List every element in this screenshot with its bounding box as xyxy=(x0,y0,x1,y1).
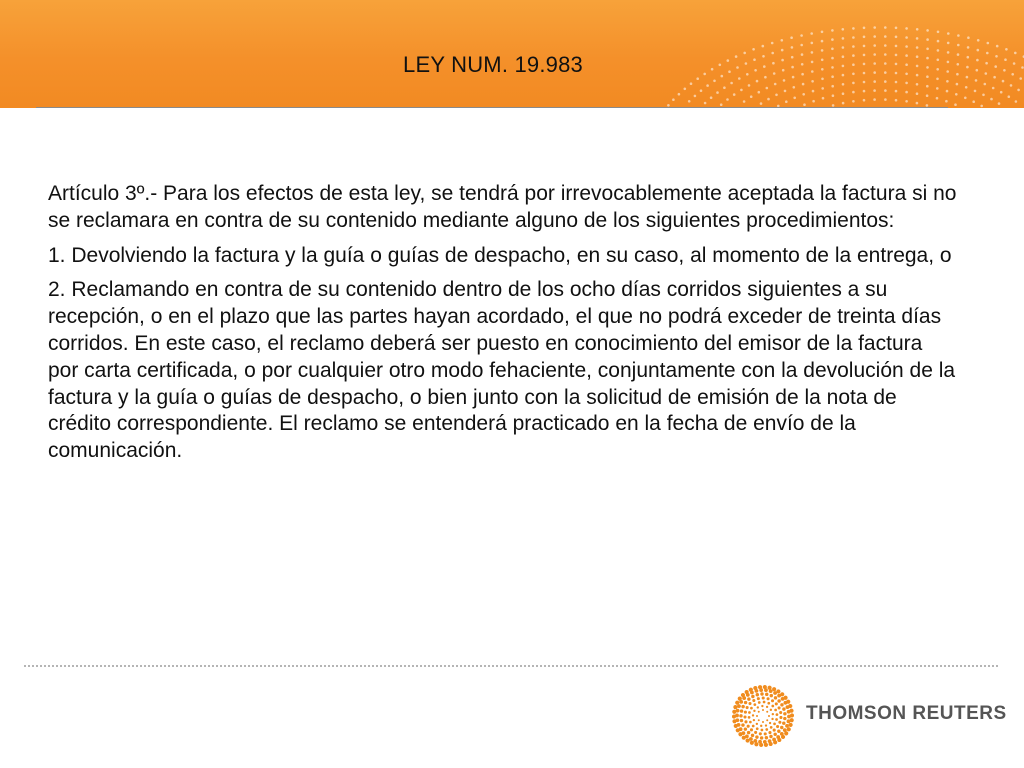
paragraph-article-intro: Artículo 3º.- Para los efectos de esta ley, se tendrá por irrevocablemente aceptada la factura si no se reclamara en contra de su contenido mediante alguno de los siguientes procedimientos: xyxy=(48,182,957,232)
header-divider xyxy=(36,107,948,108)
thomson-reuters-logo xyxy=(732,685,1007,747)
slide-body xyxy=(48,181,958,473)
slide-title: LEY NUM. 19.983 xyxy=(403,52,583,77)
logo-text: THOMSON REUTERS xyxy=(806,703,1007,724)
paragraph-item-1: 1. Devolviendo la factura y la guía o guías de despacho, en su caso, al momento de la entrega, o xyxy=(48,243,952,267)
footer-divider xyxy=(24,665,998,667)
thomson-reuters-dot-sphere-icon xyxy=(732,685,794,747)
paragraph-item-2: 2. Reclamando en contra de su contenido dentro de los ocho días corridos siguientes a su recepción, o en el plazo que las partes hayan acordado, el que no podrá exceder de treinta días corridos. En este caso, el reclamo deberá ser puesto en conocimiento del emisor de la factura por carta certificada, o por cualquier otro modo fehaciente, conjuntamente con la devolución de la factura y la guía o guías de despacho, o bien junto con la solicitud de emisión de la nota de crédito correspondiente. El reclamo se entenderá practicado en la fecha de envío de la comunicación. xyxy=(48,278,956,463)
